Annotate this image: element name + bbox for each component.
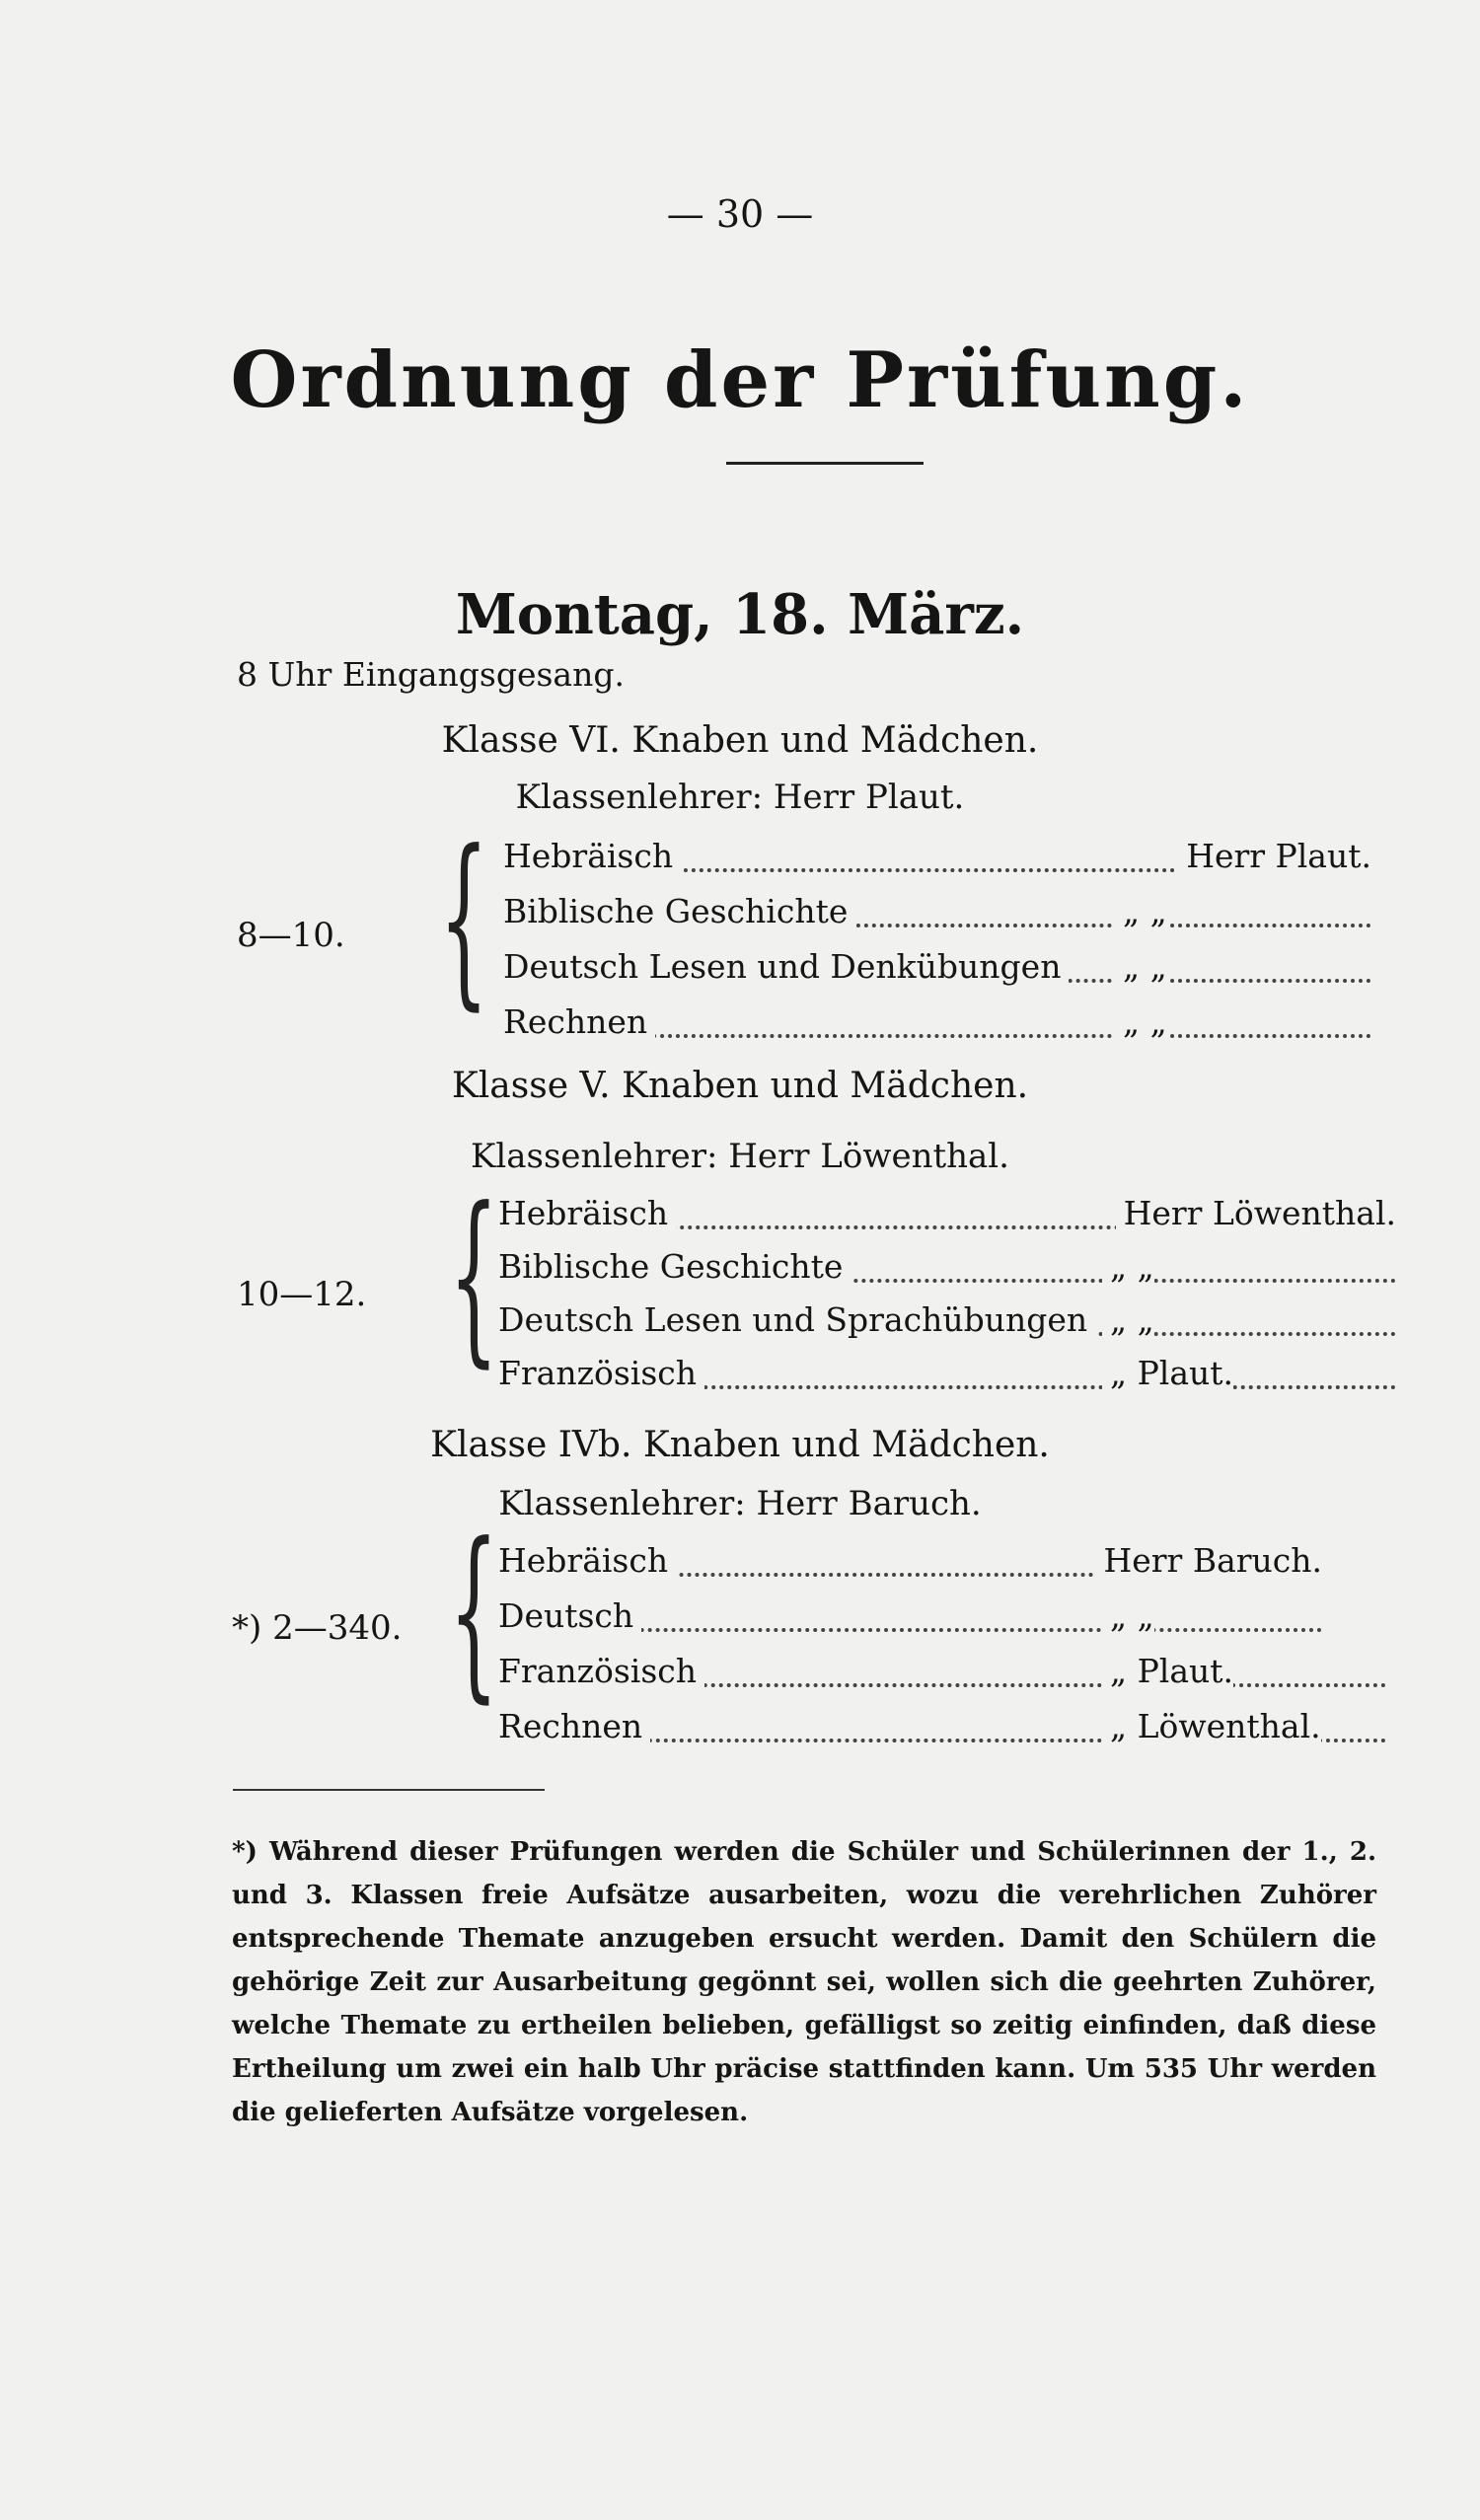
- teacher: „ „: [1115, 892, 1167, 930]
- subject: Französisch: [498, 1354, 704, 1392]
- time-slot: *) 2—340.: [232, 1608, 403, 1648]
- opening-line: 8 Uhr Eingangsgesang.: [237, 655, 625, 694]
- time-slot: 10—12.: [237, 1275, 367, 1314]
- footnote: [232, 1830, 1376, 2134]
- teacher: „ Löwenthal.: [1102, 1707, 1321, 1745]
- schedule-row: [498, 1541, 1322, 1589]
- class-heading: Klasse V. Knaben und Mädchen.: [451, 1066, 1029, 1106]
- schedule-row: [498, 1194, 1396, 1241]
- schedule-row: [503, 947, 1371, 995]
- class-heading: Klasse VI. Knaben und Mädchen.: [441, 720, 1039, 761]
- teacher: „ „: [1115, 1002, 1167, 1041]
- subject: Französisch: [498, 1652, 704, 1690]
- title-divider: [726, 462, 924, 465]
- schedule-row: [498, 1300, 1396, 1348]
- teacher: „ „: [1102, 1247, 1154, 1286]
- teacher: „ „: [1115, 947, 1167, 986]
- subject: Deutsch: [498, 1596, 641, 1635]
- teacher: Herr Löwenthal.: [1116, 1194, 1396, 1232]
- curly-brace: {: [449, 1504, 499, 1720]
- subject: Biblische Geschichte: [498, 1247, 851, 1286]
- footnote-text: *) Während dieser Prüfungen werden die Schüler und Schülerinnen der 1., 2. und 3. Klassen freie Aufsätze ausarbeiten, wozu die verehrlichen Zuhörer entsprechende Themate anzugeben ersucht werden. Damit den Schülern die gehörige Zeit zur Ausarbeitung gegönnt sei, wollen sich die geehrten Zuhörer, welche Themate zu ertheilen belieben, gefälligst so zeitig einfinden, daß diese Ertheilung um zwei ein halb Uhr präcise stattfinden kann. Um 535 Uhr werden die gelieferten Aufsätze vorgelesen.: [232, 1837, 1376, 2127]
- schedule-row: [498, 1354, 1396, 1401]
- schedule-row: [498, 1596, 1322, 1644]
- class-teacher-line: Klassenlehrer: Herr Baruch.: [498, 1484, 982, 1523]
- day-heading: Montag, 18. März.: [455, 582, 1025, 647]
- schedule-row: [498, 1652, 1386, 1699]
- teacher: „ „: [1102, 1596, 1154, 1635]
- teacher: „ Plaut.: [1102, 1354, 1233, 1392]
- subject: Deutsch Lesen und Denkübungen: [503, 947, 1069, 986]
- time-slot: 8—10.: [237, 916, 345, 955]
- teacher: Herr Plaut.: [1178, 837, 1371, 875]
- footnote-divider: [233, 1789, 545, 1791]
- teacher: „ Plaut.: [1102, 1652, 1233, 1690]
- subject: Deutsch Lesen und Sprachübungen: [498, 1300, 1095, 1339]
- page-title: Ordnung der Prüfung.: [230, 335, 1250, 425]
- subject: Hebräisch: [498, 1194, 676, 1232]
- schedule-row: [503, 837, 1371, 884]
- subject: Rechnen: [503, 1002, 655, 1041]
- subject: Hebräisch: [503, 837, 681, 875]
- class-teacher-line: Klassenlehrer: Herr Löwenthal.: [470, 1137, 1009, 1176]
- subject: Biblische Geschichte: [503, 892, 855, 930]
- subject: Hebräisch: [498, 1541, 676, 1580]
- curly-brace: {: [439, 811, 489, 1027]
- schedule-row: [498, 1247, 1396, 1295]
- teacher: Herr Baruch.: [1095, 1541, 1322, 1580]
- schedule-row: [503, 892, 1371, 939]
- schedule-row: [498, 1707, 1386, 1754]
- curly-brace: {: [449, 1168, 499, 1384]
- teacher: „ „: [1102, 1300, 1154, 1339]
- class-teacher-line: Klassenlehrer: Herr Plaut.: [515, 778, 965, 817]
- class-heading: Klasse IVb. Knaben und Mädchen.: [430, 1425, 1050, 1465]
- schedule-row: [503, 1002, 1371, 1050]
- page-number: — 30 —: [666, 192, 814, 236]
- subject: Rechnen: [498, 1707, 650, 1745]
